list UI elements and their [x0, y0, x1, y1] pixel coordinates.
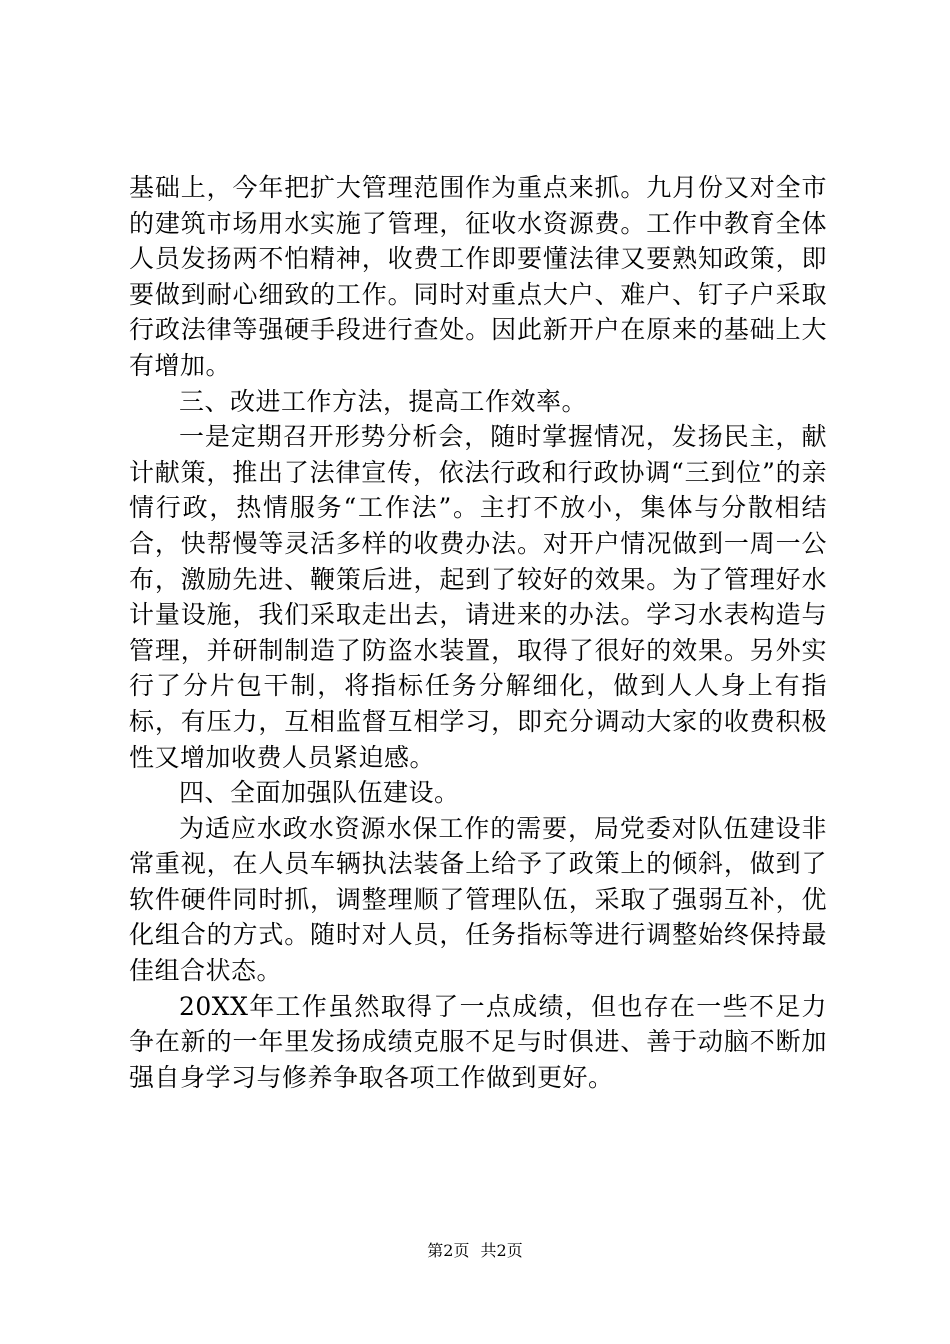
paragraph: 一是定期召开形势分析会，随时掌握情况，发扬民主，献计献策，推出了法律宣传，依法行政和行政协调“三到位”的亲情行政，热情服务“工作法”。主打不放小，集体与分散相结合，快帮慢等灵活多样的收费办法。对开户情况做到一周一公布，激励先进、鞭策后进，起到了较好的效果。为了管理好水计量设施，我们采取走出去，请进来的办法。学习水表构造与管理，并研制制造了防盗水装置，取得了很好的效果。另外实行了分片包干制，将指标任务分解细化，做到人人身上有指标，有压力，互相监督互相学习，即充分调动大家的收费积极性又增加收费人员紧迫感。 [129, 422, 827, 772]
page-footer [0, 1240, 950, 1262]
paragraph: 为适应水政水资源水保工作的需要，局党委对队伍建设非常重视，在人员车辆执法装备上给予了政策上的倾斜，做到了软件硬件同时抓，调整理顺了管理队伍，采取了强弱互补，优化组合的方式。随时对人员，任务指标等进行调整始终保持最佳组合状态。 [129, 813, 827, 986]
paragraph-continuation: 基础上，今年把扩大管理范围作为重点来抓。九月份又对全市的建筑市场用水实施了管理，征收水资源费。工作中教育全体人员发扬两不怕精神，收费工作即要懂法律又要熟知政策，即要做到耐心细致的工作。同时对重点大户、难户、钉子户采取行政法律等强硬手段进行查处。因此新开户在原来的基础上大有增加。 [129, 173, 827, 380]
document-body [129, 170, 827, 1095]
section-heading-4: 四、全面加强队伍建设。 [179, 778, 460, 808]
section-heading-3: 三、改进工作方法，提高工作效率。 [179, 386, 588, 416]
paragraph: 20XX年工作虽然取得了一点成绩，但也存在一些不足力争在新的一年里发扬成绩克服不足与时俱进、善于动脑不断加强自身学习与修养争取各项工作做到更好。 [129, 991, 827, 1092]
page-number: 第2页 [427, 1241, 470, 1260]
page-total: 共2页 [480, 1241, 523, 1260]
